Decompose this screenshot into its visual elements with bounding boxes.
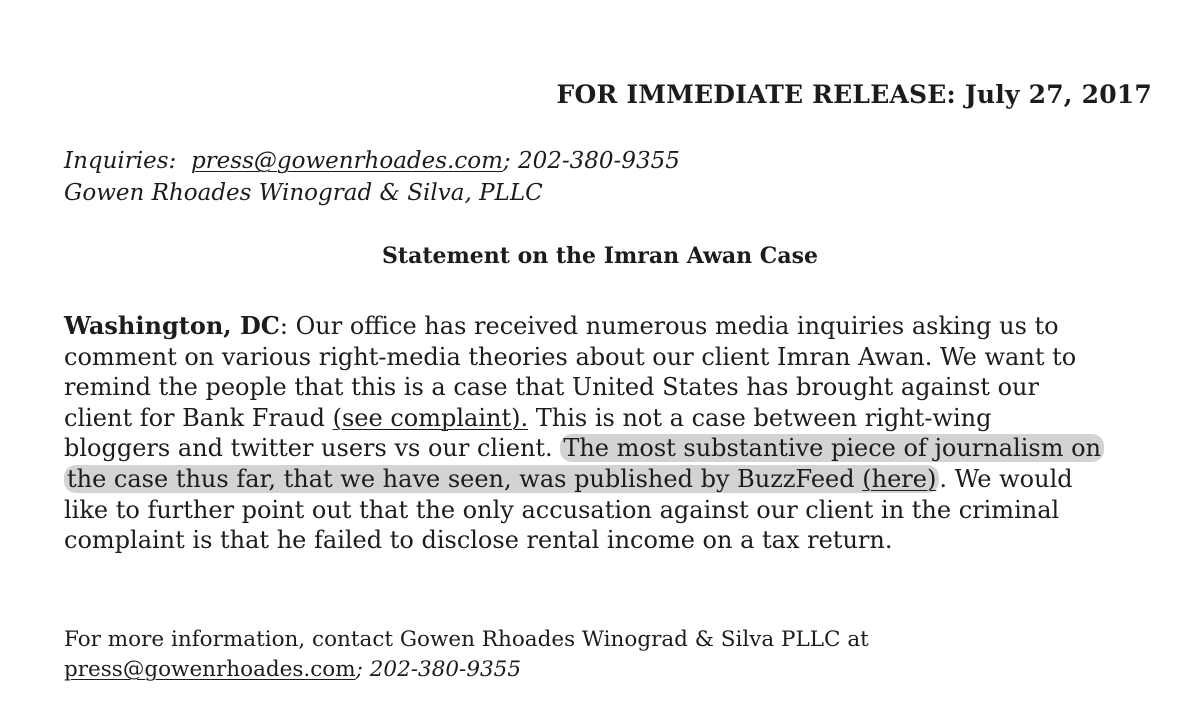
contact-line: For more information, contact Gowen Rhoades Winograd & Silva PLLC at: [64, 627, 869, 652]
inquiries-label: Inquiries:: [64, 148, 177, 174]
body-line-6-rest: . We would: [939, 464, 1073, 493]
body-line-5: [64, 433, 1174, 464]
body-line-7: like to further point out that the only accusation against our client in the criminal: [64, 495, 1060, 524]
body-line-5-text: bloggers and twitter users vs our client.: [64, 434, 561, 463]
dateline: Washington, DC: [64, 311, 280, 340]
body-line-1-text: : Our office has received numerous media inquiries asking us to: [279, 312, 1059, 340]
statement-title: Statement on the Imran Awan Case: [382, 243, 818, 269]
body-line-4: [64, 403, 1174, 434]
body-line-1: [64, 311, 1174, 342]
body-line-4-rest: This is not a case between right-wing: [528, 403, 992, 432]
contact-details: [64, 655, 869, 685]
inquiries-email-link[interactable]: press@gowenrhoades.com: [190, 148, 503, 174]
highlighted-text: The most substantive piece of journalism on: [560, 434, 1104, 462]
inquiries-firm: Gowen Rhoades Winograd & Silva, PLLC: [64, 180, 543, 206]
contact-phone: ; 202-380-9355: [355, 657, 522, 682]
statement-body: [64, 311, 1174, 556]
release-date-heading: FOR IMMEDIATE RELEASE: July 27, 2017: [556, 80, 1152, 109]
contact-block: [64, 625, 869, 685]
body-line-4-text: client for Bank Fraud: [64, 403, 333, 432]
body-line-2: comment on various right-media theories about our client Imran Awan. We want to: [64, 342, 1077, 371]
contact-email-link[interactable]: press@gowenrhoades.com: [64, 657, 356, 682]
inquiries-block: [64, 145, 680, 209]
body-line-3: remind the people that this is a case that United States has brought against our: [64, 373, 1039, 402]
inquiries-line: [64, 145, 680, 177]
buzzfeed-here-link[interactable]: (here): [862, 464, 937, 493]
body-line-8: complaint is that he failed to disclose rental income on a tax return.: [64, 526, 893, 555]
body-line-6-text: the case thus far, that we have seen, was published by BuzzFeed: [67, 464, 863, 493]
see-complaint-link[interactable]: (see complaint).: [332, 403, 529, 432]
body-line-6: [64, 464, 1174, 495]
highlighted-text-continued: [64, 465, 939, 493]
inquiries-phone: ; 202-380-9355: [502, 148, 680, 174]
